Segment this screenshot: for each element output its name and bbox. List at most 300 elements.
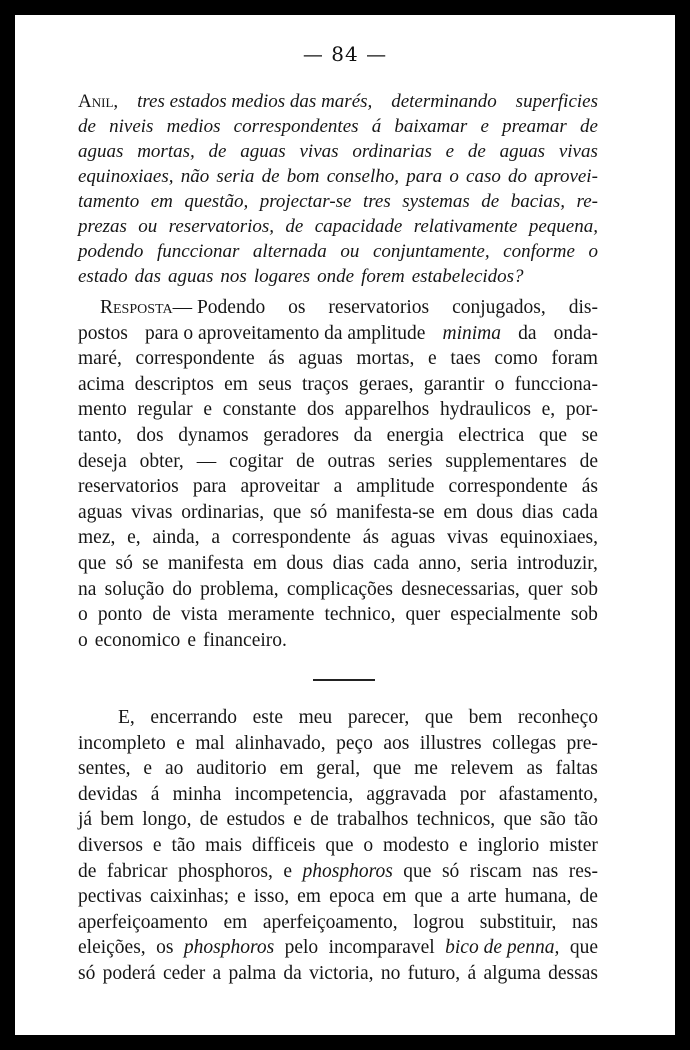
text-line [78, 397, 598, 423]
word: vivas [131, 501, 173, 523]
word: que [538, 424, 568, 446]
word: de [285, 216, 304, 237]
word: de [481, 191, 500, 212]
word: pectivas [78, 886, 142, 908]
word: illustres [419, 732, 482, 754]
question-paragraph [78, 89, 598, 289]
word: e [283, 860, 292, 882]
word: aguas [78, 141, 124, 162]
word: nos [220, 266, 247, 287]
word: energia [386, 424, 444, 446]
word: series [388, 450, 433, 472]
word: só [78, 962, 96, 984]
label-word: Resposta— Podendo [100, 297, 266, 318]
word: mal [195, 732, 225, 754]
word: só [115, 552, 133, 574]
text-line [78, 423, 598, 449]
word: bem [468, 707, 503, 728]
word: forem [361, 266, 405, 287]
word: foram [551, 348, 598, 370]
word: o [494, 373, 505, 395]
text-line [78, 239, 598, 264]
word: e [293, 809, 302, 831]
word: afastamento, [498, 783, 598, 805]
word: ceder [163, 962, 206, 984]
word: futuro, [407, 962, 461, 984]
word: cada [562, 501, 598, 523]
text-line [78, 910, 598, 936]
word: auditorio [196, 758, 267, 780]
word: tão [171, 834, 196, 856]
word: cada [373, 552, 410, 574]
word: e [152, 834, 162, 856]
text-line [78, 782, 598, 808]
word: este [252, 707, 283, 728]
word: desnecessarias, [401, 578, 520, 600]
word: modesto [383, 834, 450, 856]
closing-paragraph [78, 705, 598, 987]
word: aguas [78, 501, 123, 523]
word: das [134, 266, 162, 287]
word: sob [570, 604, 598, 626]
word: e [203, 399, 212, 421]
word: substituir, [479, 911, 557, 933]
answer-label: Resposta [100, 297, 173, 318]
word: introduzir, [516, 552, 598, 574]
word: mortas, [356, 348, 415, 370]
word: no [380, 962, 401, 984]
word: ordinarias [352, 141, 432, 162]
word: em [382, 886, 407, 908]
word: res- [568, 860, 598, 882]
word: epoca [329, 886, 375, 908]
word: mez, [78, 527, 116, 549]
text-line [78, 525, 598, 551]
word: Anil, [78, 91, 119, 112]
word: ás [581, 476, 598, 498]
word: systemas [402, 191, 470, 212]
word: ao [164, 758, 184, 780]
word: de [296, 450, 315, 472]
word: se [581, 424, 598, 446]
text-line [78, 114, 598, 139]
word: tres estados medios das marés, [137, 91, 373, 112]
word: de [78, 860, 97, 882]
word: em [224, 373, 248, 395]
word: diversos [78, 834, 143, 856]
word: a [450, 886, 460, 908]
word: faltas [555, 758, 598, 780]
word: pequena, [528, 216, 598, 237]
word: aguas [168, 266, 214, 287]
word: geraes, [358, 373, 414, 395]
text-line [78, 577, 598, 603]
word: onde [317, 266, 355, 287]
word: para [192, 476, 227, 498]
word: incomparavel [328, 937, 435, 959]
word: fabricar [106, 860, 168, 882]
word: prezas [78, 216, 127, 237]
word: correspondente [135, 348, 255, 370]
word: medios [166, 116, 221, 137]
text-line [78, 449, 598, 475]
text-line [78, 859, 598, 885]
word: aperfeiçoamento [78, 911, 208, 933]
word: postos [78, 322, 128, 344]
word: difficeis [251, 834, 316, 856]
word: e [237, 886, 246, 908]
word: sentes, [78, 758, 131, 780]
word: logrou [413, 911, 465, 933]
word: pelo [284, 937, 319, 959]
word: e [176, 732, 185, 754]
word: amplitude [356, 476, 435, 498]
word: aprovei- [534, 166, 598, 187]
word: apparelhos [344, 399, 430, 421]
text-line [78, 264, 598, 289]
word: geral, [316, 758, 361, 780]
word: tanto, [78, 424, 122, 446]
word: de [580, 116, 598, 137]
word: e, [127, 527, 141, 549]
text-line [78, 756, 598, 782]
word: complicações [286, 578, 393, 600]
word: anno, [418, 552, 462, 574]
word: incompetencia, [234, 783, 354, 805]
word: que [503, 809, 532, 831]
word: alguma [483, 962, 541, 984]
word: vista [180, 604, 218, 626]
word: logares [253, 266, 311, 287]
word: aggravada [366, 783, 447, 805]
word: equinoxiaes, [499, 527, 598, 549]
word: vivas [558, 141, 598, 162]
word: aguas [390, 527, 436, 549]
word: dous [476, 501, 514, 523]
word: phosphoros, [178, 860, 273, 882]
word: do [508, 166, 528, 187]
word: pre- [566, 732, 598, 754]
word: seria [216, 166, 255, 187]
word: de [199, 809, 219, 831]
word: riscam [469, 860, 522, 882]
word: de [208, 141, 227, 162]
word: dessas [548, 962, 598, 984]
text-line [78, 295, 598, 321]
page-number: — 84 — [302, 42, 388, 66]
word: mortas, [137, 141, 195, 162]
word: ainda, [152, 527, 200, 549]
word: e [143, 758, 153, 780]
word: parecer, [347, 707, 410, 728]
word: dous [286, 552, 324, 574]
word: traços [302, 373, 349, 395]
text-line [78, 961, 598, 987]
word: humana, [504, 886, 572, 908]
word: constante [222, 399, 297, 421]
text-line [78, 139, 598, 164]
word: victoria, [309, 962, 374, 984]
word: maré, [78, 348, 122, 370]
word: deseja [78, 450, 127, 472]
word: de [579, 886, 598, 908]
word: bom [286, 166, 320, 187]
word: E, [118, 707, 135, 728]
answer-paragraph [78, 295, 598, 653]
text-line [78, 705, 598, 731]
word: capacidade [314, 216, 403, 237]
word: supplementares [445, 450, 567, 472]
word: por [459, 783, 486, 805]
word: de [467, 141, 486, 162]
text-line [78, 807, 598, 833]
word: ordinarias, [181, 501, 265, 523]
word: ou [340, 241, 360, 262]
word: vivas [447, 527, 489, 549]
text-line [78, 346, 598, 372]
word: nas [571, 911, 598, 933]
word: na [78, 578, 97, 600]
word: baixamar [394, 116, 468, 137]
word: collegas [492, 732, 557, 754]
text-line [78, 89, 598, 114]
word: acima [78, 373, 125, 395]
word: de [310, 809, 329, 831]
word: devidas [78, 783, 138, 805]
text-line [78, 189, 598, 214]
word: inglorio [477, 834, 540, 856]
word: conjugados, [452, 297, 546, 318]
word: o [78, 629, 88, 651]
word: em [150, 191, 173, 212]
word: mento [78, 399, 127, 421]
word: de [152, 604, 171, 626]
word: taes [450, 348, 481, 370]
word: obter, [139, 450, 184, 472]
word: o [449, 166, 459, 187]
word: alinhavado, [235, 732, 326, 754]
text-line [78, 628, 598, 654]
word: arte [467, 886, 497, 908]
word: que [325, 834, 354, 856]
word: aperfeiçoamento, [262, 911, 398, 933]
word: poderá [102, 962, 156, 984]
word: os [288, 297, 306, 318]
word: o [363, 834, 374, 856]
word: isso, [253, 886, 290, 908]
word: em [443, 501, 468, 523]
word: as [526, 758, 543, 780]
word: vivas [299, 141, 339, 162]
word: aguas [499, 141, 546, 162]
word: tamento [78, 191, 140, 212]
word: são [539, 809, 566, 831]
book-page [15, 15, 675, 1035]
word: relativamente [413, 216, 518, 237]
word: meu [298, 707, 333, 728]
word: o [588, 241, 598, 262]
word: economico [94, 629, 181, 651]
word: aos [383, 732, 410, 754]
word: nas [532, 860, 559, 882]
word: em [253, 552, 277, 574]
word: phosphoros [183, 937, 275, 959]
word: que [373, 758, 402, 780]
text-line [78, 214, 598, 239]
word: me [414, 758, 438, 780]
word: regular [137, 399, 193, 421]
word: os [156, 937, 174, 959]
word: cogitar [229, 450, 284, 472]
word: correspondente [448, 476, 568, 498]
word: — [196, 450, 217, 472]
text-line [78, 500, 598, 526]
word: correspondentes [233, 116, 359, 137]
word: manifesta [167, 552, 244, 574]
word: equinoxiaes, [78, 166, 174, 187]
word: dos [136, 424, 164, 446]
word: mais [205, 834, 242, 856]
word: e [428, 348, 437, 370]
word: peço [336, 732, 373, 754]
word: reservatorios, [168, 216, 275, 237]
word: de [261, 166, 280, 187]
word: projectar-se [259, 191, 352, 212]
word: a [333, 476, 343, 498]
word: tão [574, 809, 598, 831]
word: quer [528, 578, 563, 600]
text-line [78, 731, 598, 757]
word: reservatorios [328, 297, 430, 318]
word: da [518, 322, 537, 344]
word: e [480, 116, 489, 137]
word: como [494, 348, 538, 370]
word: preamar [502, 116, 567, 137]
word: conjuntamente, [372, 241, 490, 262]
word: technicos, [416, 809, 496, 831]
word: estabelecidos? [411, 266, 524, 287]
word: onda- [553, 322, 598, 344]
word: mister [549, 834, 598, 856]
word: garantir [423, 373, 485, 395]
text-line [78, 474, 598, 500]
word: encerrando [150, 707, 238, 728]
word: de [78, 116, 96, 137]
word: em [297, 886, 321, 908]
word: em [223, 911, 248, 933]
word: em [279, 758, 304, 780]
word: para [406, 166, 443, 187]
word: sob [570, 578, 598, 600]
word: e, [541, 399, 556, 421]
word: questão, [184, 191, 249, 212]
word: meramente [227, 604, 315, 626]
word: e [459, 834, 468, 856]
word: estudos [226, 809, 285, 831]
word: só [309, 501, 328, 523]
word: á [371, 116, 382, 137]
word: da [353, 424, 373, 446]
word: ou [138, 216, 158, 237]
word: funcciona- [514, 373, 598, 395]
word: e [445, 141, 455, 162]
word: ás [268, 348, 285, 370]
word: aproveitar [240, 476, 320, 498]
word: se [142, 552, 159, 574]
word: que [424, 707, 454, 728]
word: dis- [568, 297, 598, 318]
word: dias [521, 501, 554, 523]
word: que [78, 552, 107, 574]
word: podendo [78, 241, 144, 262]
word: seus [258, 373, 292, 395]
word: quer [405, 604, 441, 626]
word: caixinhas; [149, 886, 230, 908]
word: dos [307, 399, 335, 421]
word: superficies [515, 91, 598, 112]
word: relevem [450, 758, 514, 780]
word: dynamos [178, 424, 249, 446]
word: conselho, [326, 166, 399, 187]
word: electrica [458, 424, 525, 446]
word: technico, [324, 604, 396, 626]
word: que [569, 937, 598, 959]
word: do [172, 578, 192, 600]
word: aguas [240, 141, 286, 162]
text-line [78, 935, 598, 961]
text-line [78, 833, 598, 859]
word: palma [228, 962, 277, 984]
word: reconheço [517, 707, 598, 728]
word: funccionar [157, 241, 240, 262]
text-line [78, 164, 598, 189]
word: ponto [97, 604, 143, 626]
section-divider [313, 679, 375, 681]
word: de [579, 450, 598, 472]
word: não [180, 166, 210, 187]
word: seria [470, 552, 508, 574]
word: que [272, 501, 302, 523]
word: trabalhos [336, 809, 409, 831]
word: aguas [298, 348, 343, 370]
word: niveis [109, 116, 154, 137]
word: dias [332, 552, 364, 574]
word: a [211, 527, 221, 549]
word: longo, [142, 809, 192, 831]
word: solução [104, 578, 165, 600]
word: da [283, 962, 302, 984]
word: á [467, 962, 477, 984]
word: por- [565, 399, 598, 421]
word: eleições, [78, 937, 146, 959]
word: manifesta-se [336, 501, 435, 523]
text-line [78, 372, 598, 398]
text-line [78, 602, 598, 628]
word: minha [172, 783, 222, 805]
word: re- [576, 191, 598, 212]
word: incompleto [78, 732, 166, 754]
word: conforme [503, 241, 575, 262]
word: descriptos [134, 373, 214, 395]
word: que [414, 886, 443, 908]
word: para o aproveitamento da amplitude [144, 322, 426, 344]
text-line [78, 884, 598, 910]
word: hydraulicos [439, 399, 531, 421]
word: caso [466, 166, 501, 187]
word: reservatorios [78, 476, 179, 498]
word: só [441, 860, 460, 882]
word: tres [362, 191, 391, 212]
